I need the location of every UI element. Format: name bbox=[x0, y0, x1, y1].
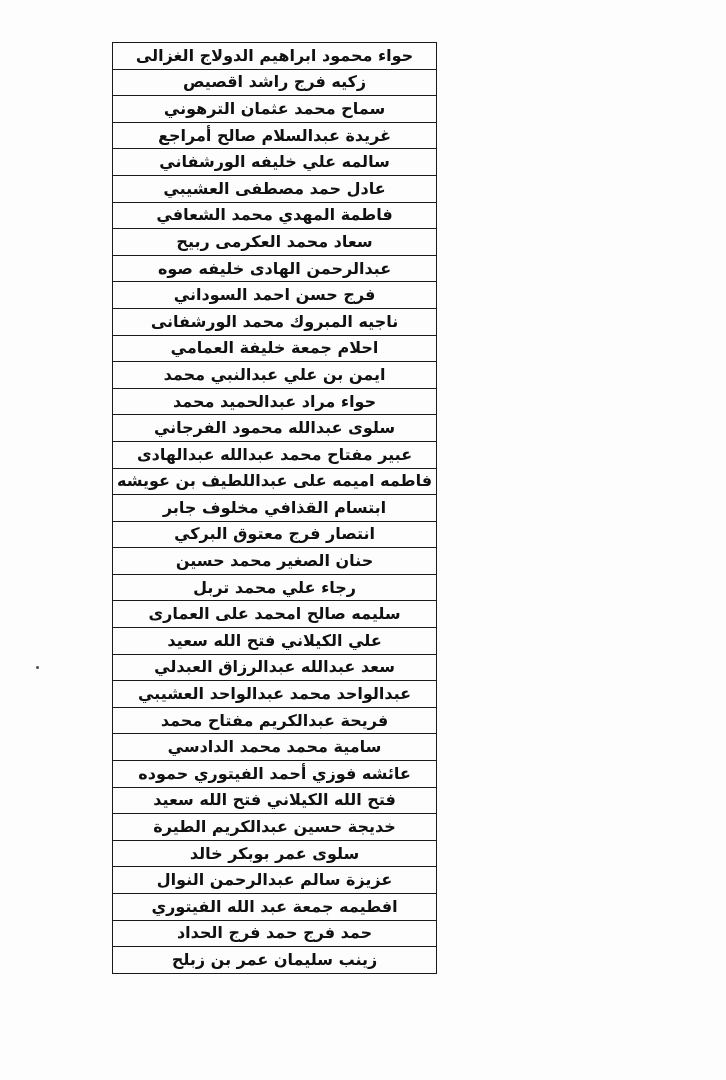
table-row bbox=[113, 255, 437, 282]
name-cell: سعد عبدالله عبدالرزاق العبدلي bbox=[113, 654, 437, 681]
name-cell: سلوى عبدالله محمود الفرجاني bbox=[113, 415, 437, 442]
name-cell: سليمه صالح امحمد على العمارى bbox=[113, 601, 437, 628]
name-cell: عادل حمد مصطفى العشيبي bbox=[113, 175, 437, 202]
table-row bbox=[113, 122, 437, 149]
table-row bbox=[113, 308, 437, 335]
name-cell: زكيه فرج راشد اقصيص bbox=[113, 69, 437, 96]
name-cell: فريحة عبدالكريم مفتاح محمد bbox=[113, 707, 437, 734]
name-cell: حواء مراد عبدالحميد محمد bbox=[113, 388, 437, 415]
table-row bbox=[113, 574, 437, 601]
table-row bbox=[113, 202, 437, 229]
table-row bbox=[113, 43, 437, 70]
name-cell: حمد فرج حمد فرج الحداد bbox=[113, 920, 437, 947]
stray-mark bbox=[36, 666, 39, 669]
name-cell: عبدالرحمن الهادى خليفه صوه bbox=[113, 255, 437, 282]
table-row bbox=[113, 388, 437, 415]
table-row bbox=[113, 601, 437, 628]
name-cell: فتح الله الكيلاني فتح الله سعيد bbox=[113, 787, 437, 814]
name-cell: عبدالواحد محمد عبدالواحد العشيبي bbox=[113, 681, 437, 708]
name-cell: زينب سليمان عمر بن زبلح bbox=[113, 947, 437, 974]
names-table-body bbox=[113, 43, 437, 974]
table-row bbox=[113, 175, 437, 202]
name-cell: سلوى عمر بوبكر خالد bbox=[113, 840, 437, 867]
name-cell: ابتسام القذافي مخلوف جابر bbox=[113, 495, 437, 522]
table-row bbox=[113, 681, 437, 708]
name-cell: ناجيه المبروك محمد الورشفانى bbox=[113, 308, 437, 335]
table-row bbox=[113, 282, 437, 309]
name-cell: عزيزة سالم عبدالرحمن النوال bbox=[113, 867, 437, 894]
table-row bbox=[113, 867, 437, 894]
table-row bbox=[113, 947, 437, 974]
name-cell: انتصار فرج معتوق البركي bbox=[113, 521, 437, 548]
table-row bbox=[113, 441, 437, 468]
table-row bbox=[113, 362, 437, 389]
name-cell: حواء محمود ابراهيم الدولاج الغزالى bbox=[113, 43, 437, 70]
table-row bbox=[113, 495, 437, 522]
table-row bbox=[113, 707, 437, 734]
table-row bbox=[113, 229, 437, 256]
name-cell: احلام جمعة خليفة العمامي bbox=[113, 335, 437, 362]
table-row bbox=[113, 335, 437, 362]
name-cell: افطيمه جمعة عبد الله الفيتوري bbox=[113, 894, 437, 921]
name-cell: فاطمة المهدي محمد الشعافي bbox=[113, 202, 437, 229]
name-cell: غريدة عبدالسلام صالح أمراجع bbox=[113, 122, 437, 149]
name-cell: فاطمه اميمه على عبداللطيف بن عويشه bbox=[113, 468, 437, 495]
name-cell: علي الكيلاني فتح الله سعيد bbox=[113, 628, 437, 655]
table-row bbox=[113, 521, 437, 548]
table-row bbox=[113, 840, 437, 867]
name-cell: سالمه علي خليفه الورشفاني bbox=[113, 149, 437, 176]
name-cell: عائشه فوزي أحمد الفيتوري حموده bbox=[113, 761, 437, 788]
name-cell: فرج حسن احمد السوداني bbox=[113, 282, 437, 309]
table-row bbox=[113, 468, 437, 495]
table-row bbox=[113, 761, 437, 788]
name-cell: سماح محمد عثمان الترهوني bbox=[113, 96, 437, 123]
table-row bbox=[113, 69, 437, 96]
name-cell: سعاد محمد العكرمى ربيح bbox=[113, 229, 437, 256]
table-row bbox=[113, 415, 437, 442]
name-cell: رجاء علي محمد تربل bbox=[113, 574, 437, 601]
name-cell: ايمن بن علي عبدالنبي محمد bbox=[113, 362, 437, 389]
table-row bbox=[113, 548, 437, 575]
names-table bbox=[112, 42, 437, 974]
name-cell: سامية محمد محمد الدادسي bbox=[113, 734, 437, 761]
table-row bbox=[113, 628, 437, 655]
name-cell: حنان الصغير محمد حسين bbox=[113, 548, 437, 575]
table-row bbox=[113, 654, 437, 681]
table-row bbox=[113, 787, 437, 814]
table-row bbox=[113, 734, 437, 761]
name-cell: عبير مفتاح محمد عبدالله عبدالهادى bbox=[113, 441, 437, 468]
table-row bbox=[113, 814, 437, 841]
table-row bbox=[113, 920, 437, 947]
table-row bbox=[113, 149, 437, 176]
name-cell: خديجة حسين عبدالكريم الطيرة bbox=[113, 814, 437, 841]
table-row bbox=[113, 96, 437, 123]
table-row bbox=[113, 894, 437, 921]
